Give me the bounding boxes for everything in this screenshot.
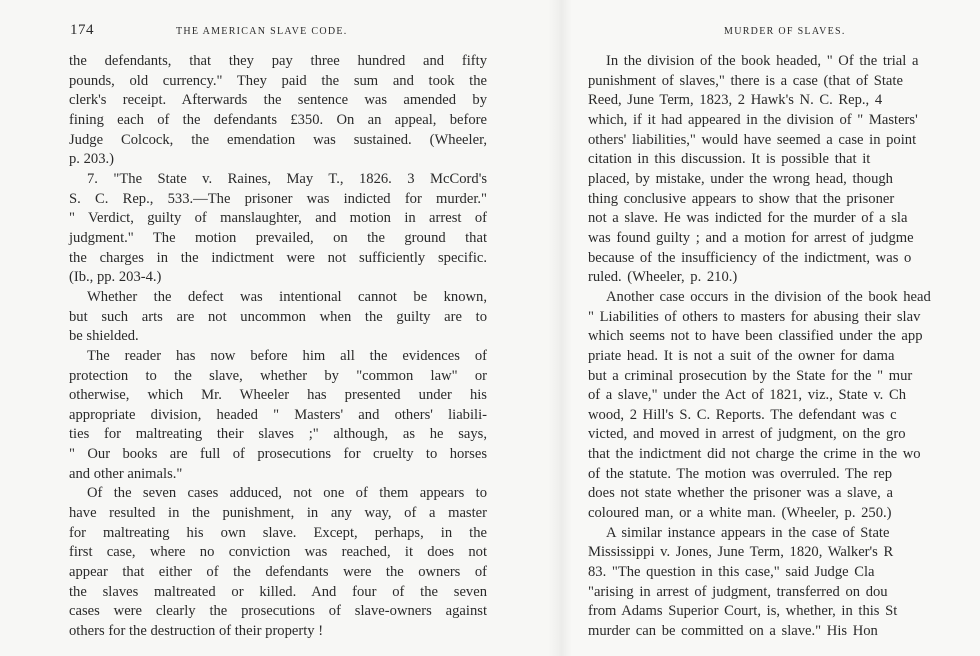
text-line: was found guilty ; and a motion for arrest of judgme	[588, 229, 914, 246]
text-line: which, if it had appeared in the division of " Masters'	[588, 111, 918, 128]
text-line: 7. "The State v. Raines, May T., 1826. 3 McCord's	[87, 170, 487, 187]
text-line: In the division of the book headed, " Of the trial a	[606, 53, 919, 69]
text-line: for maltreating his own slave. Except, perhaps, in the	[69, 524, 487, 541]
text-line: have resulted in the punishment, in any way, of a master	[69, 505, 487, 522]
text-line: others for the destruction of their property !	[69, 623, 324, 640]
right-body-text	[588, 52, 980, 642]
text-line: The reader has now before him all the evidences of	[87, 347, 487, 364]
text-line: of a slave," under the Act of 1821, viz., State v. Ch	[588, 387, 907, 404]
text-line: ties for maltreating their slaves ;" although, as he says,	[69, 426, 487, 443]
text-line: wood, 2 Hill's S. C. Reports. The defendant was c	[588, 406, 897, 423]
text-line: " Verdict, guilty of manslaughter, and motion in arrest of	[69, 210, 487, 227]
text-line: priate head. It is not a suit of the owner for dama	[588, 347, 895, 364]
text-line: appear that either of the defendants were the owners of	[69, 564, 487, 581]
text-line: placed, by mistake, under the wrong head, though	[588, 170, 893, 187]
text-line: murder can be committed on a slave." His Hon	[588, 623, 878, 640]
text-line: A similar instance appears in the case of State	[606, 524, 890, 541]
text-line: the slaves maltreated or killed. And four of the seven	[69, 583, 487, 600]
text-line: coloured man, or a white man. (Wheeler, p. 250.)	[588, 505, 892, 522]
text-line: otherwise, which Mr. Wheeler has presented under his	[69, 387, 487, 404]
left-body-text	[69, 52, 487, 642]
text-line: 83. "The question in this case," said Judge Cla	[588, 564, 875, 581]
text-line: and other animals."	[69, 465, 183, 482]
text-line: but such arts are not uncommon when the guilty are to	[69, 308, 487, 325]
text-line: fining each of the defendants £350. On an appeal, before	[69, 111, 487, 128]
text-line: does not state whether the prisoner was a slave, a	[588, 485, 893, 502]
text-line: p. 203.)	[69, 151, 114, 168]
text-line: be shielded.	[69, 328, 139, 345]
text-line: clerk's receipt. Afterwards the sentence was amended by	[69, 92, 487, 109]
text-line: Of the seven cases adduced, not one of them appears to	[87, 485, 487, 502]
text-line: (Ib., pp. 203-4.)	[69, 269, 162, 286]
text-line: Another case occurs in the division of the book head	[606, 288, 931, 305]
text-line: " Our books are full of prosecutions for cruelty to horses	[69, 446, 487, 463]
text-line: not a slave. He was indicted for the murder of a sla	[588, 210, 908, 227]
right-running-head: MURDER OF SLAVES.	[724, 26, 846, 37]
text-line: citation in this discussion. It is possible that it	[588, 151, 871, 168]
text-line: first case, where no conviction was reached, it does not	[69, 544, 487, 561]
text-line: S. C. Rep., 533.—The prisoner was indicted for murder."	[69, 190, 487, 207]
text-line: the charges in the indictment were not sufficiently specific.	[69, 249, 487, 266]
text-line: " Liabilities of others to masters for abusing their slav	[588, 308, 921, 325]
text-line: but a criminal prosecution by the State for the " mur	[588, 367, 913, 384]
text-line: thing conclusive appears to show that the prisoner	[588, 190, 895, 207]
text-line: from Adams Superior Court, is, whether, in this St	[588, 603, 898, 620]
text-line: Reed, June Term, 1823, 2 Hawk's N. C. Rep., 4	[588, 92, 883, 109]
text-line: victed, and moved in arrest of judgment, on the gro	[588, 426, 906, 443]
left-running-head: THE AMERICAN SLAVE CODE.	[176, 26, 348, 37]
text-line: of the statute. The motion was overruled. The rep	[588, 465, 893, 482]
text-line: Mississippi v. Jones, June Term, 1820, Walker's R	[588, 544, 894, 561]
text-line: because of the insufficiency of the indictment, was o	[588, 249, 912, 266]
text-line: "arising in arrest of judgment, transferred on dou	[588, 583, 888, 600]
text-line: others' liabilities," would have seemed a case in point	[588, 131, 917, 148]
text-line: which seems not to have been classified under the app	[588, 328, 923, 345]
text-line: punishment of slaves," there is a case (that of State	[588, 72, 903, 89]
text-line: judgment." The motion prevailed, on the ground that	[69, 229, 487, 246]
text-line: cases were clearly the prosecutions of slave-owners against	[69, 603, 487, 620]
text-line: appropriate division, headed " Masters' and others' liabili-	[69, 406, 487, 423]
text-line: Judge Colcock, the emendation was sustained. (Wheeler,	[69, 131, 487, 148]
text-line: protection to the slave, whether by "common law" or	[69, 367, 487, 384]
text-line: pounds, old currency." They paid the sum and took the	[69, 72, 487, 89]
text-line: the defendants, that they pay three hundred and fifty	[69, 53, 487, 69]
text-line: Whether the defect was intentional cannot be known,	[87, 288, 487, 305]
text-line: that the indictment did not charge the crime in the wo	[588, 446, 921, 463]
page-number: 174	[70, 22, 94, 38]
text-line: ruled. (Wheeler, p. 210.)	[588, 269, 738, 286]
